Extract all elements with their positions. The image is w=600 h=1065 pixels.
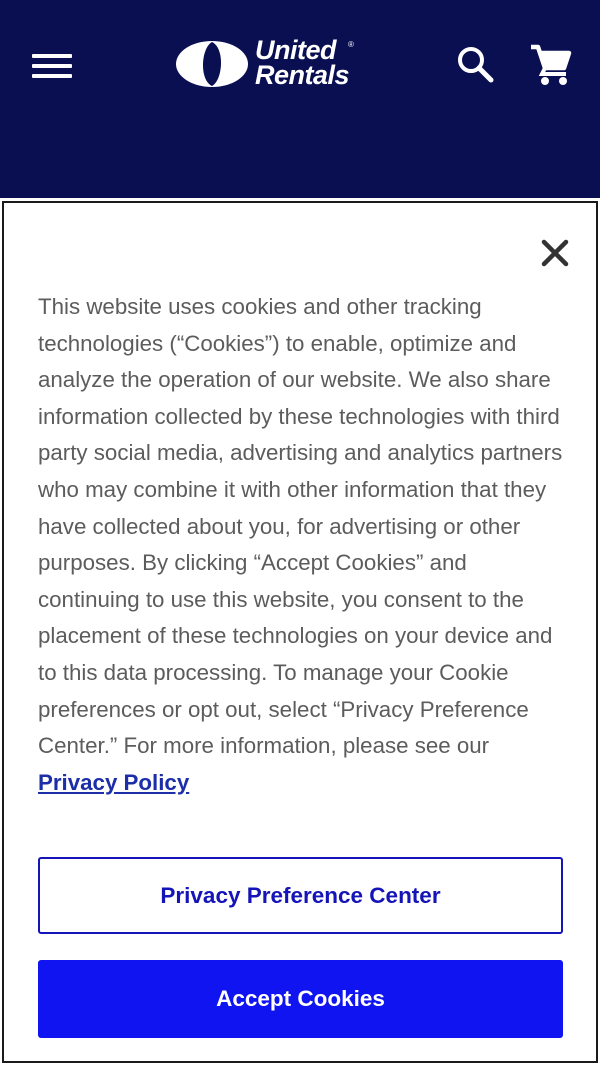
logo-mark-icon [175, 40, 249, 88]
site-header [0, 0, 600, 198]
logo-line2: Rentals [255, 60, 350, 90]
accept-cookies-button[interactable]: Accept Cookies [38, 960, 563, 1038]
search-icon[interactable] [455, 44, 495, 84]
logo-registered-mark: ® [348, 40, 354, 49]
privacy-policy-link[interactable]: Privacy Policy [38, 769, 190, 795]
logo-line1: United [255, 35, 336, 65]
shopping-cart-icon[interactable] [528, 42, 572, 86]
logo-wordmark [255, 35, 350, 90]
privacy-preference-center-button[interactable]: Privacy Preference Center [38, 857, 563, 934]
cookie-message-text: This website uses cookies and other tracking technologies (“Cookies”) to enable, optimize and analyze the operation of our website. We also share information collected by these technologies with third party social media, advertising and analytics partners who may combine it with other information that they have collected about you, for advertising or other purposes. By clicking “Accept Cookies” and continuing to use this website, you consent to the placement of these technologies on your device and to this data processing. To manage your Cookie preferences or opt out, select “Privacy Preference Center.” For more information, please see our [38, 294, 563, 759]
close-icon[interactable] [538, 236, 572, 270]
united-rentals-logo[interactable] [175, 35, 365, 92]
cookie-message [38, 289, 568, 801]
hamburger-menu-icon[interactable] [32, 50, 74, 82]
